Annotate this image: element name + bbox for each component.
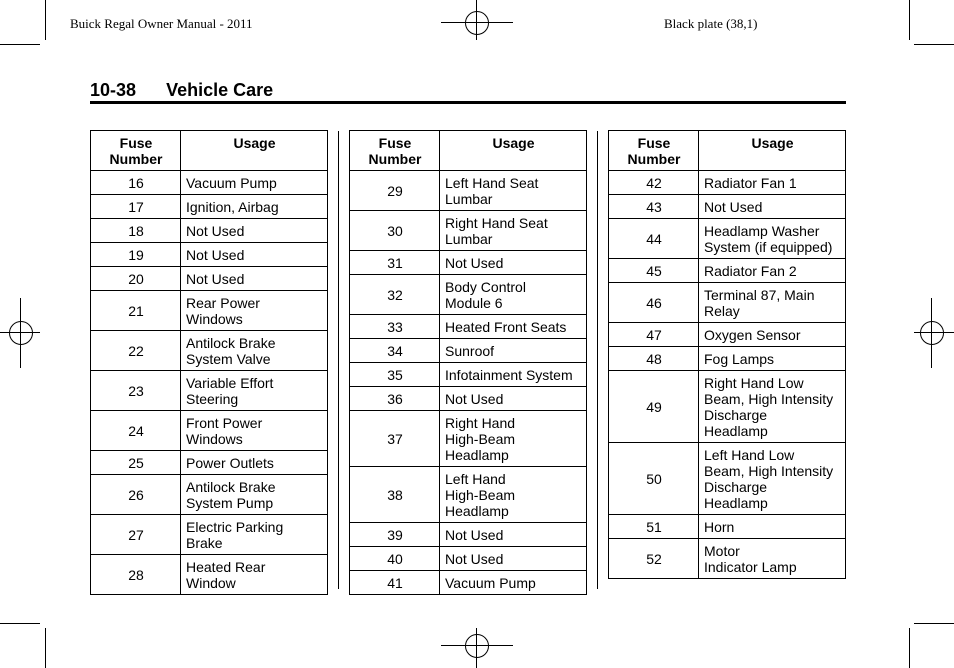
usage-cell: Sunroof xyxy=(440,339,587,363)
section-heading xyxy=(90,80,273,101)
fuse-number-cell: 30 xyxy=(350,211,440,251)
table-row xyxy=(609,219,846,259)
table-row xyxy=(609,171,846,195)
fuse-number-header: Fuse Number xyxy=(609,131,699,171)
usage-cell: Not Used xyxy=(440,251,587,275)
table-row xyxy=(91,195,328,219)
fuse-table-1 xyxy=(90,130,328,595)
usage-cell: Not Used xyxy=(699,195,846,219)
crop-mark xyxy=(45,0,46,40)
usage-cell: Variable Effort Steering xyxy=(181,371,328,411)
usage-cell: Infotainment System xyxy=(440,363,587,387)
usage-cell: Not Used xyxy=(440,523,587,547)
fuse-number-header: Fuse Number xyxy=(350,131,440,171)
table-row xyxy=(350,275,587,315)
fuse-number-cell: 52 xyxy=(609,539,699,579)
table-row xyxy=(350,339,587,363)
fuse-number-cell: 49 xyxy=(609,371,699,443)
table-row xyxy=(350,211,587,251)
table-row xyxy=(350,251,587,275)
fuse-number-cell: 35 xyxy=(350,363,440,387)
fuse-number-cell: 47 xyxy=(609,323,699,347)
table-row xyxy=(91,555,328,595)
usage-cell: Horn xyxy=(699,515,846,539)
usage-header: Usage xyxy=(181,131,328,171)
table-row xyxy=(609,283,846,323)
usage-cell: Left Hand Low Beam, High Intensity Discharge Headlamp xyxy=(699,443,846,515)
usage-cell: Not Used xyxy=(440,547,587,571)
fuse-number-cell: 18 xyxy=(91,219,181,243)
plate-label: Black plate (38,1) xyxy=(664,16,758,31)
table-row xyxy=(609,539,846,579)
fuse-number-cell: 17 xyxy=(91,195,181,219)
crop-mark xyxy=(909,0,910,40)
table-row xyxy=(350,523,587,547)
usage-cell: Not Used xyxy=(181,243,328,267)
table-row xyxy=(609,443,846,515)
table-header-row xyxy=(91,131,328,171)
usage-cell: Vacuum Pump xyxy=(181,171,328,195)
fuse-number-cell: 32 xyxy=(350,275,440,315)
table-row xyxy=(609,323,846,347)
fuse-number-cell: 22 xyxy=(91,331,181,371)
page-number: 10-38 xyxy=(90,80,137,100)
usage-cell: Vacuum Pump xyxy=(440,571,587,595)
usage-cell: Right Hand Low Beam, High Intensity Discharge Headlamp xyxy=(699,371,846,443)
fuse-number-cell: 26 xyxy=(91,475,181,515)
fuse-number-cell: 40 xyxy=(350,547,440,571)
section-title: Vehicle Care xyxy=(166,80,274,100)
usage-cell: Heated Rear Window xyxy=(181,555,328,595)
fuse-number-header: Fuse Number xyxy=(91,131,181,171)
fuse-number-cell: 46 xyxy=(609,283,699,323)
usage-cell: Not Used xyxy=(181,219,328,243)
usage-cell: Right Hand Seat Lumbar xyxy=(440,211,587,251)
fuse-number-cell: 38 xyxy=(350,467,440,523)
column-divider xyxy=(338,131,339,589)
usage-header: Usage xyxy=(699,131,846,171)
fuse-number-cell: 19 xyxy=(91,243,181,267)
fuse-number-cell: 37 xyxy=(350,411,440,467)
usage-cell: Radiator Fan 2 xyxy=(699,259,846,283)
crop-mark xyxy=(914,44,954,45)
table-row xyxy=(609,347,846,371)
usage-cell: Rear Power Windows xyxy=(181,291,328,331)
usage-cell: Front Power Windows xyxy=(181,411,328,451)
usage-cell: Electric Parking Brake xyxy=(181,515,328,555)
fuse-number-cell: 50 xyxy=(609,443,699,515)
table-row xyxy=(350,411,587,467)
table-row xyxy=(350,467,587,523)
usage-cell: Power Outlets xyxy=(181,451,328,475)
crop-mark xyxy=(909,628,910,668)
fuse-number-cell: 23 xyxy=(91,371,181,411)
fuse-number-cell: 25 xyxy=(91,451,181,475)
table-row xyxy=(91,451,328,475)
manual-title: Buick Regal Owner Manual - 2011 xyxy=(70,16,253,31)
fuse-number-cell: 43 xyxy=(609,195,699,219)
usage-cell: Right Hand High-Beam Headlamp xyxy=(440,411,587,467)
fuse-table-2 xyxy=(349,130,587,595)
fuse-number-cell: 45 xyxy=(609,259,699,283)
fuse-number-cell: 21 xyxy=(91,291,181,331)
table-row xyxy=(91,475,328,515)
table-row xyxy=(350,387,587,411)
usage-cell: Heated Front Seats xyxy=(440,315,587,339)
usage-cell: Ignition, Airbag xyxy=(181,195,328,219)
crop-mark xyxy=(914,623,954,624)
fuse-number-cell: 24 xyxy=(91,411,181,451)
table-row xyxy=(609,195,846,219)
usage-cell: Body Control Module 6 xyxy=(440,275,587,315)
fuse-number-cell: 39 xyxy=(350,523,440,547)
usage-cell: Not Used xyxy=(440,387,587,411)
usage-cell: Oxygen Sensor xyxy=(699,323,846,347)
table-row xyxy=(350,315,587,339)
table-row xyxy=(91,515,328,555)
usage-cell: Terminal 87, Main Relay xyxy=(699,283,846,323)
fuse-number-cell: 34 xyxy=(350,339,440,363)
usage-cell: Fog Lamps xyxy=(699,347,846,371)
fuse-number-cell: 51 xyxy=(609,515,699,539)
fuse-number-cell: 41 xyxy=(350,571,440,595)
table-row xyxy=(91,219,328,243)
fuse-number-cell: 20 xyxy=(91,267,181,291)
usage-cell: Antilock Brake System Valve xyxy=(181,331,328,371)
crop-mark xyxy=(0,44,40,45)
fuse-number-cell: 29 xyxy=(350,171,440,211)
table-header-row xyxy=(350,131,587,171)
table-row xyxy=(91,411,328,451)
usage-cell: Left Hand High-Beam Headlamp xyxy=(440,467,587,523)
fuse-table-3 xyxy=(608,130,846,579)
usage-cell: Motor Indicator Lamp xyxy=(699,539,846,579)
table-row xyxy=(91,267,328,291)
fuse-number-cell: 31 xyxy=(350,251,440,275)
table-row xyxy=(350,171,587,211)
table-header-row xyxy=(609,131,846,171)
table-row xyxy=(91,331,328,371)
table-row xyxy=(609,515,846,539)
usage-cell: Antilock Brake System Pump xyxy=(181,475,328,515)
heading-rule xyxy=(90,101,846,104)
fuse-number-cell: 44 xyxy=(609,219,699,259)
table-row xyxy=(350,547,587,571)
usage-cell: Not Used xyxy=(181,267,328,291)
table-row xyxy=(91,371,328,411)
table-row xyxy=(91,171,328,195)
fuse-number-cell: 42 xyxy=(609,171,699,195)
table-row xyxy=(609,371,846,443)
fuse-number-cell: 33 xyxy=(350,315,440,339)
usage-cell: Radiator Fan 1 xyxy=(699,171,846,195)
table-row xyxy=(350,571,587,595)
table-row xyxy=(91,291,328,331)
column-divider xyxy=(597,131,598,589)
fuse-number-cell: 16 xyxy=(91,171,181,195)
fuse-number-cell: 27 xyxy=(91,515,181,555)
fuse-number-cell: 48 xyxy=(609,347,699,371)
table-row xyxy=(609,259,846,283)
usage-header: Usage xyxy=(440,131,587,171)
fuse-number-cell: 36 xyxy=(350,387,440,411)
table-row xyxy=(91,243,328,267)
usage-cell: Left Hand Seat Lumbar xyxy=(440,171,587,211)
table-row xyxy=(350,363,587,387)
crop-mark xyxy=(0,623,40,624)
fuse-number-cell: 28 xyxy=(91,555,181,595)
crop-mark xyxy=(45,628,46,668)
usage-cell: Headlamp Washer System (if equipped) xyxy=(699,219,846,259)
